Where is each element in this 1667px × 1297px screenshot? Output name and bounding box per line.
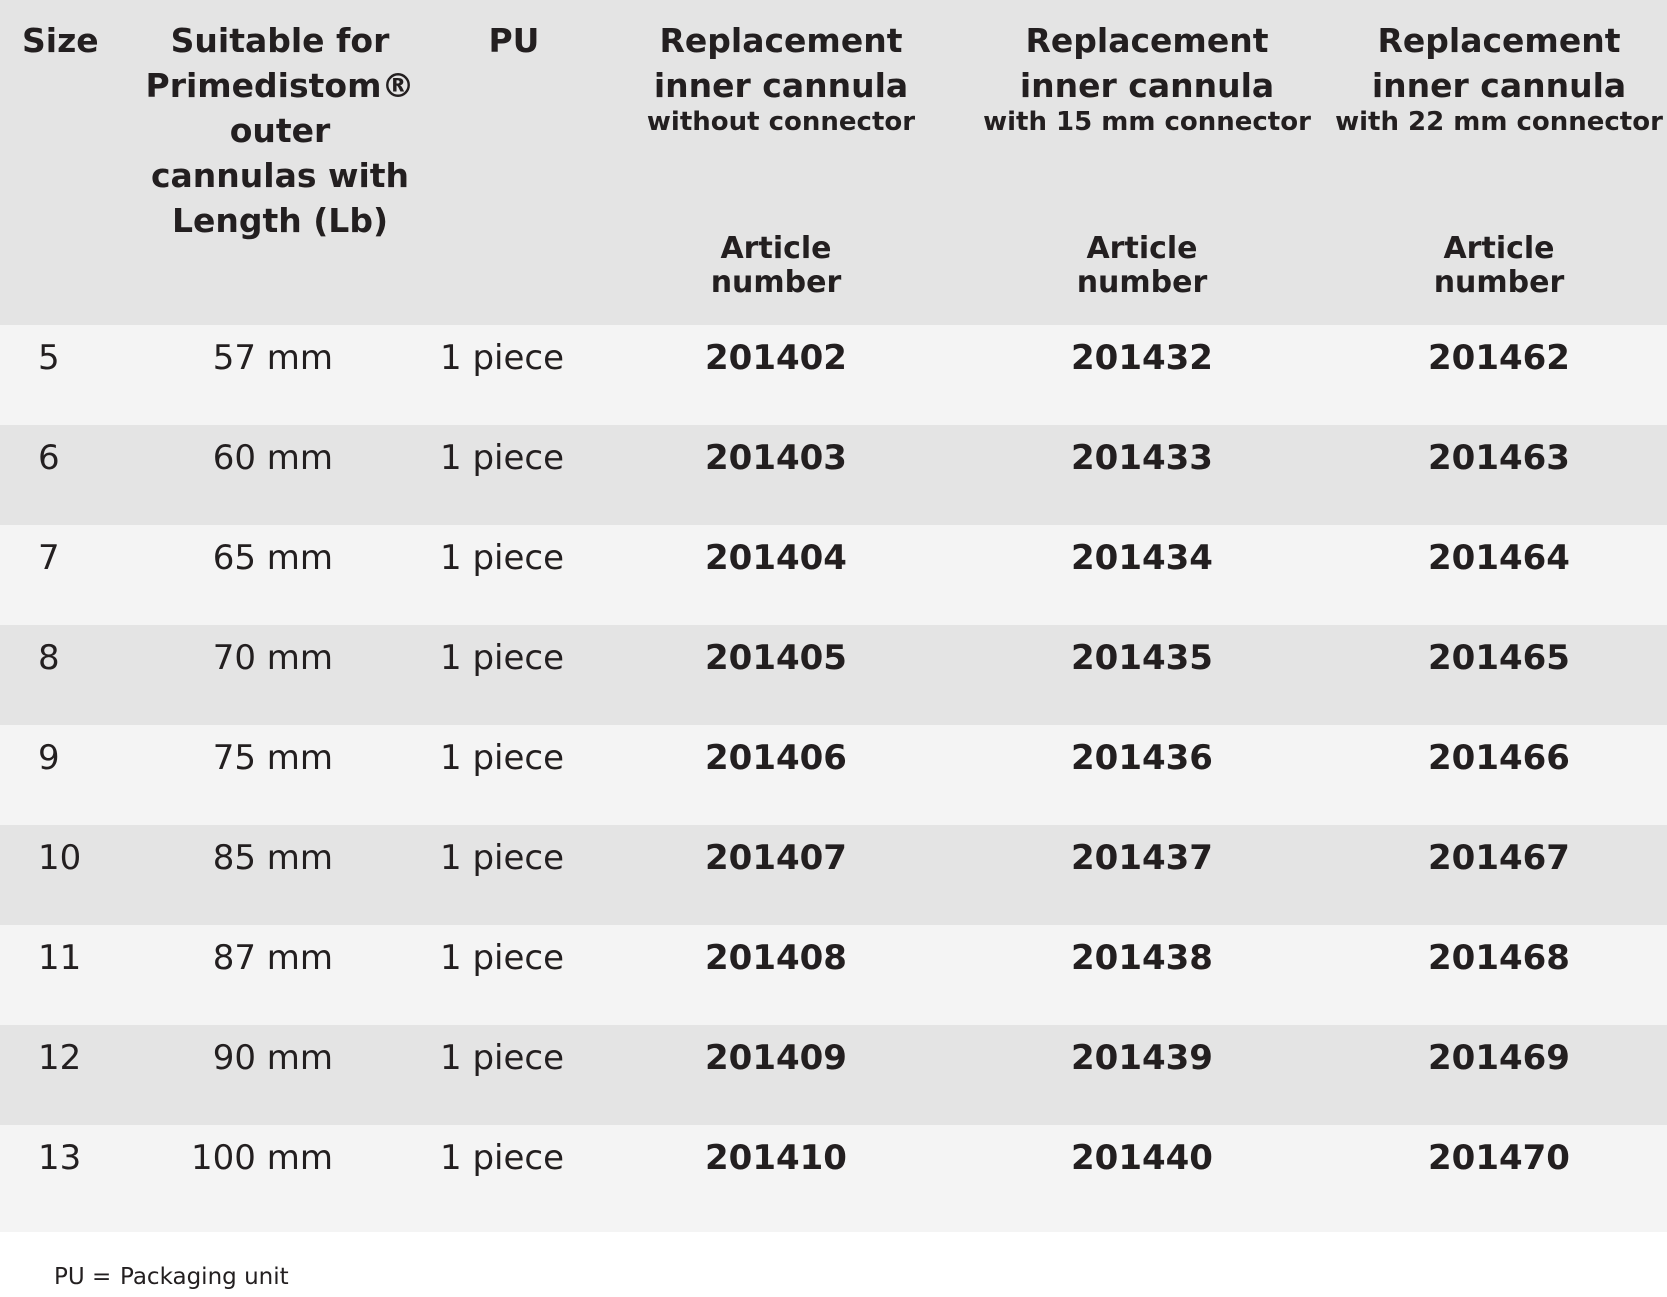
- cell-article-15mm-connector: 201440: [1071, 1138, 1213, 1178]
- table-header: [0, 0, 1667, 325]
- cell-pu: 1 piece: [440, 838, 564, 878]
- article-label-2: number: [710, 265, 842, 300]
- header-a3-article: [1399, 232, 1599, 300]
- cell-length: 57 mm: [212, 338, 333, 378]
- cell-length: 87 mm: [212, 938, 333, 978]
- header-suitable-line-2: Primedistom® outer: [145, 66, 415, 150]
- cell-length: 90 mm: [212, 1038, 333, 1078]
- header-a2-line-2: inner cannula: [1019, 66, 1275, 105]
- footnote-text: Packaging unit: [120, 1264, 289, 1290]
- cell-size: 12: [38, 1038, 82, 1078]
- cell-article-22mm-connector: 201463: [1428, 438, 1570, 478]
- header-a3-line-1: Replacement: [1377, 21, 1621, 60]
- cell-article-15mm-connector: 201433: [1071, 438, 1213, 478]
- cell-article-without-connector: 201407: [705, 838, 847, 878]
- cell-size: 9: [38, 738, 60, 778]
- cell-pu: 1 piece: [440, 1038, 564, 1078]
- cell-length: 75 mm: [212, 738, 333, 778]
- article-label-1: Article: [1443, 231, 1555, 266]
- cell-article-22mm-connector: 201469: [1428, 1038, 1570, 1078]
- cell-size: 10: [38, 838, 82, 878]
- header-suitable: [110, 18, 450, 243]
- cell-size: 13: [38, 1138, 82, 1178]
- table-row: [0, 1125, 1667, 1232]
- cell-article-22mm-connector: 201468: [1428, 938, 1570, 978]
- cell-article-15mm-connector: 201437: [1071, 838, 1213, 878]
- cell-article-without-connector: 201403: [705, 438, 847, 478]
- footnote-abbreviation: PU =: [54, 1264, 112, 1290]
- cell-article-15mm-connector: 201439: [1071, 1038, 1213, 1078]
- article-label-2: number: [1433, 265, 1565, 300]
- header-suitable-line-3: cannulas with: [150, 156, 410, 195]
- cell-article-without-connector: 201410: [705, 1138, 847, 1178]
- table-row: [0, 325, 1667, 425]
- cell-article-15mm-connector: 201434: [1071, 538, 1213, 578]
- table-row: [0, 725, 1667, 825]
- header-suitable-line-1: Suitable for: [170, 21, 390, 60]
- header-a1-article: [676, 232, 876, 300]
- cell-article-without-connector: 201409: [705, 1038, 847, 1078]
- article-label-1: Article: [1086, 231, 1198, 266]
- header-suitable-line-4: Length (Lb): [171, 201, 389, 240]
- header-pu-label: PU: [488, 21, 540, 60]
- header-a1-line-1: Replacement: [659, 21, 903, 60]
- cell-article-without-connector: 201405: [705, 638, 847, 678]
- cell-article-without-connector: 201402: [705, 338, 847, 378]
- cell-article-22mm-connector: 201462: [1428, 338, 1570, 378]
- cell-pu: 1 piece: [440, 638, 564, 678]
- cell-pu: 1 piece: [440, 438, 564, 478]
- cell-size: 11: [38, 938, 82, 978]
- table-row: [0, 425, 1667, 525]
- header-a2-line-1: Replacement: [1025, 21, 1269, 60]
- cell-pu: 1 piece: [440, 338, 564, 378]
- cell-size: 6: [38, 438, 60, 478]
- table-row: [0, 625, 1667, 725]
- cell-article-15mm-connector: 201436: [1071, 738, 1213, 778]
- cell-article-22mm-connector: 201465: [1428, 638, 1570, 678]
- cell-article-22mm-connector: 201467: [1428, 838, 1570, 878]
- header-col-a3: [1334, 18, 1664, 136]
- table-row: [0, 825, 1667, 925]
- cell-length: 100 mm: [191, 1138, 333, 1178]
- cell-size: 8: [38, 638, 60, 678]
- cell-length: 85 mm: [212, 838, 333, 878]
- cell-length: 65 mm: [212, 538, 333, 578]
- cell-article-15mm-connector: 201435: [1071, 638, 1213, 678]
- cell-length: 70 mm: [212, 638, 333, 678]
- cell-size: 5: [38, 338, 60, 378]
- cell-article-without-connector: 201406: [705, 738, 847, 778]
- header-col-a1: [626, 18, 936, 136]
- cell-pu: 1 piece: [440, 738, 564, 778]
- header-a1-line-2: inner cannula: [653, 66, 909, 105]
- cell-article-22mm-connector: 201464: [1428, 538, 1570, 578]
- header-size-label: Size: [22, 21, 99, 60]
- header-a2-sub: with 15 mm connector: [983, 107, 1311, 137]
- cell-length: 60 mm: [212, 438, 333, 478]
- table-row: [0, 525, 1667, 625]
- cell-article-without-connector: 201408: [705, 938, 847, 978]
- cell-article-22mm-connector: 201470: [1428, 1138, 1570, 1178]
- cell-article-22mm-connector: 201466: [1428, 738, 1570, 778]
- cell-article-15mm-connector: 201432: [1071, 338, 1213, 378]
- header-col-a2: [982, 18, 1312, 136]
- header-a3-sub: with 22 mm connector: [1335, 107, 1663, 137]
- cell-size: 7: [38, 538, 60, 578]
- table-row: [0, 1025, 1667, 1125]
- cell-article-without-connector: 201404: [705, 538, 847, 578]
- cell-pu: 1 piece: [440, 1138, 564, 1178]
- footnote: [54, 1262, 289, 1292]
- header-size: [22, 18, 98, 63]
- article-label-2: number: [1076, 265, 1208, 300]
- header-a3-line-2: inner cannula: [1371, 66, 1627, 105]
- header-a1-sub: without connector: [646, 107, 916, 137]
- header-pu: [464, 18, 564, 63]
- cell-pu: 1 piece: [440, 938, 564, 978]
- article-label-1: Article: [720, 231, 832, 266]
- cell-pu: 1 piece: [440, 538, 564, 578]
- cell-article-15mm-connector: 201438: [1071, 938, 1213, 978]
- header-a2-article: [1042, 232, 1242, 300]
- table-row: [0, 925, 1667, 1025]
